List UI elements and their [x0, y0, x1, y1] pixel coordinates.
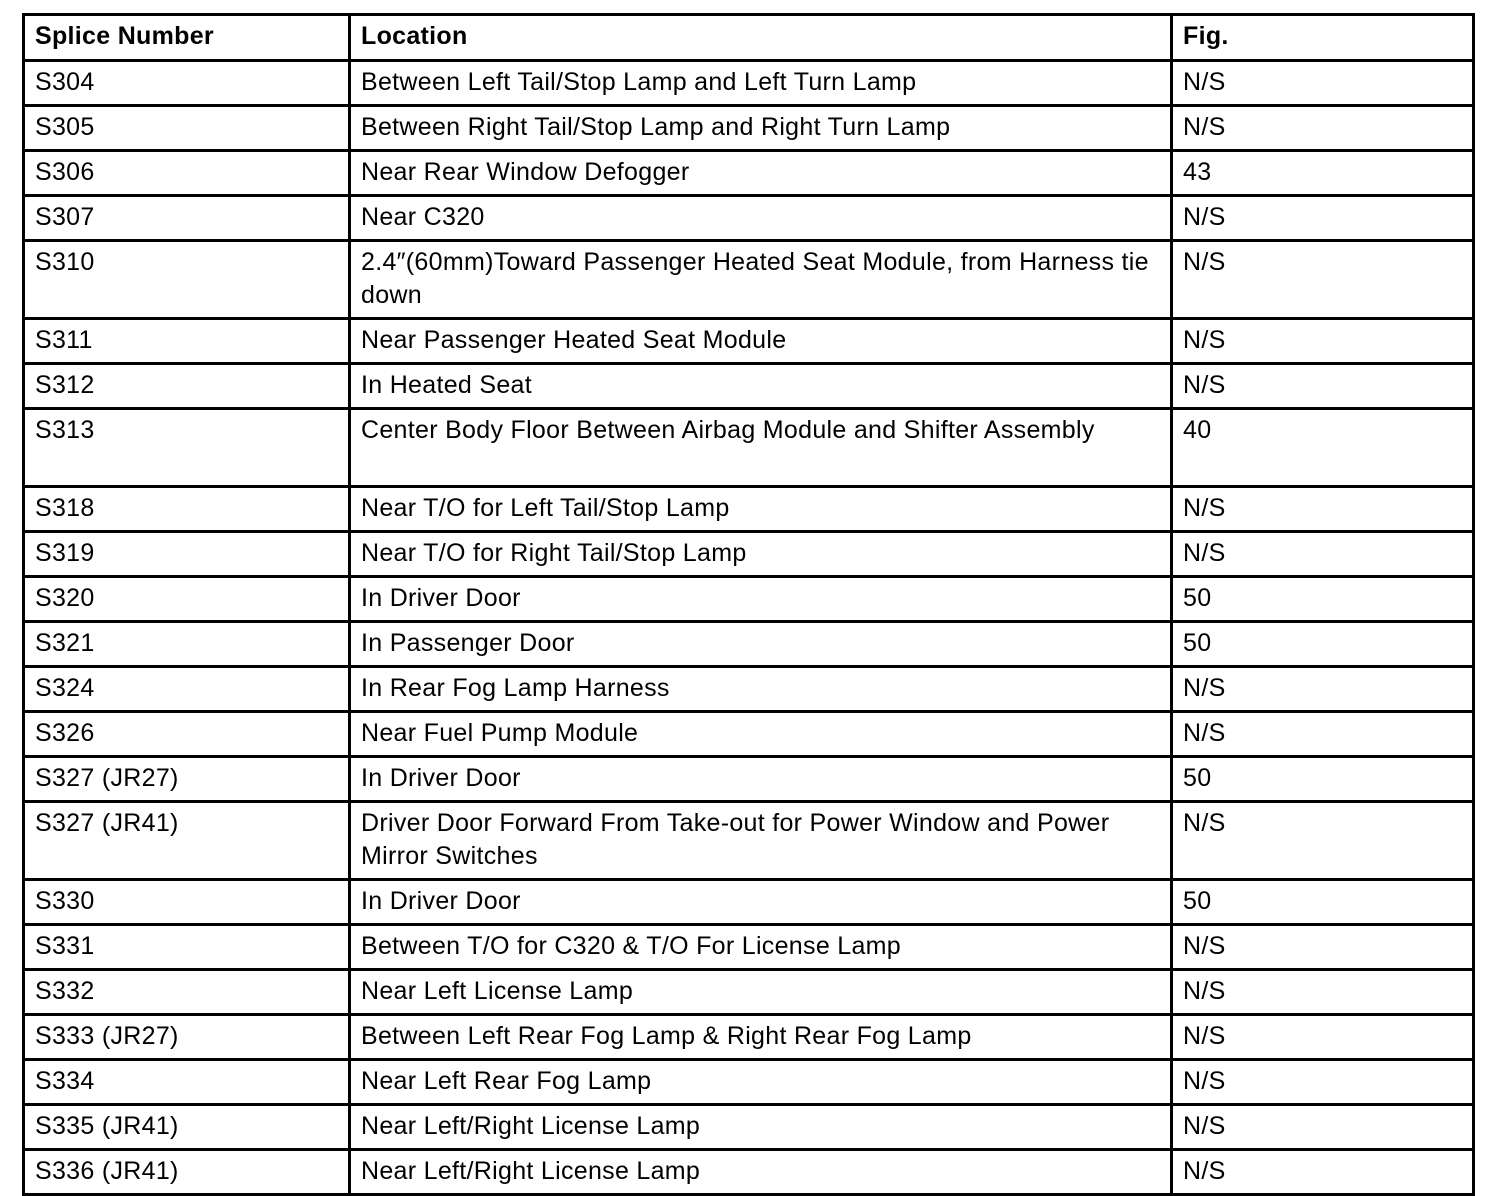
location-cell: Near Left/Right License Lamp [350, 1150, 1172, 1195]
fig-cell: N/S [1172, 1105, 1474, 1150]
location-cell: Near Fuel Pump Module [350, 712, 1172, 757]
splice-number-cell: S313 [24, 409, 350, 487]
location-cell: Between Left Rear Fog Lamp & Right Rear Fog Lamp [350, 1015, 1172, 1060]
location-cell: Near T/O for Right Tail/Stop Lamp [350, 532, 1172, 577]
location-cell: Near Left License Lamp [350, 970, 1172, 1015]
location-cell: Near Rear Window Defogger [350, 151, 1172, 196]
splice-number-cell: S336 (JR41) [24, 1150, 350, 1195]
table-row [24, 925, 1474, 970]
location-cell: Between Left Tail/Stop Lamp and Left Turn Lamp [350, 61, 1172, 106]
table-row [24, 577, 1474, 622]
splice-number-cell: S320 [24, 577, 350, 622]
fig-cell: N/S [1172, 667, 1474, 712]
location-cell: Between Right Tail/Stop Lamp and Right Turn Lamp [350, 106, 1172, 151]
header-location: Location [350, 15, 1172, 61]
splice-number-cell: S333 (JR27) [24, 1015, 350, 1060]
table-row [24, 241, 1474, 319]
fig-cell: 50 [1172, 757, 1474, 802]
table-row [24, 757, 1474, 802]
fig-cell: 50 [1172, 880, 1474, 925]
location-cell: 2.4″(60mm)Toward Passenger Heated Seat Module, from Harness tie down [350, 241, 1172, 319]
table-row [24, 532, 1474, 577]
splice-number-cell: S306 [24, 151, 350, 196]
fig-cell: N/S [1172, 1015, 1474, 1060]
fig-cell: 43 [1172, 151, 1474, 196]
location-cell: Driver Door Forward From Take-out for Power Window and Power Mirror Switches [350, 802, 1172, 880]
location-cell: Near Passenger Heated Seat Module [350, 319, 1172, 364]
table-row [24, 880, 1474, 925]
table-row [24, 319, 1474, 364]
location-cell: In Driver Door [350, 880, 1172, 925]
splice-number-cell: S312 [24, 364, 350, 409]
location-cell: In Driver Door [350, 757, 1172, 802]
location-cell: Between T/O for C320 & T/O For License Lamp [350, 925, 1172, 970]
table-row [24, 1150, 1474, 1195]
splice-number-cell: S331 [24, 925, 350, 970]
table-row [24, 970, 1474, 1015]
table-row [24, 622, 1474, 667]
table-row [24, 1105, 1474, 1150]
splice-location-table [22, 13, 1475, 1196]
location-cell: Center Body Floor Between Airbag Module and Shifter Assembly [350, 409, 1172, 487]
header-fig: Fig. [1172, 15, 1474, 61]
location-cell: Near C320 [350, 196, 1172, 241]
splice-number-cell: S327 (JR27) [24, 757, 350, 802]
table-row [24, 364, 1474, 409]
fig-cell: N/S [1172, 487, 1474, 532]
table-row [24, 487, 1474, 532]
fig-cell: N/S [1172, 364, 1474, 409]
fig-cell: N/S [1172, 712, 1474, 757]
table-row [24, 712, 1474, 757]
splice-number-cell: S335 (JR41) [24, 1105, 350, 1150]
splice-number-cell: S319 [24, 532, 350, 577]
splice-number-cell: S324 [24, 667, 350, 712]
fig-cell: N/S [1172, 802, 1474, 880]
table-header-row [24, 15, 1474, 61]
fig-cell: N/S [1172, 970, 1474, 1015]
splice-number-cell: S334 [24, 1060, 350, 1105]
table-row [24, 1060, 1474, 1105]
fig-cell: N/S [1172, 532, 1474, 577]
table-row [24, 1015, 1474, 1060]
fig-cell: N/S [1172, 61, 1474, 106]
splice-number-cell: S327 (JR41) [24, 802, 350, 880]
location-cell: Near Left Rear Fog Lamp [350, 1060, 1172, 1105]
location-cell: In Passenger Door [350, 622, 1172, 667]
header-splice-number: Splice Number [24, 15, 350, 61]
fig-cell: N/S [1172, 1060, 1474, 1105]
fig-cell: N/S [1172, 196, 1474, 241]
fig-cell: N/S [1172, 106, 1474, 151]
table-row [24, 106, 1474, 151]
table-row [24, 667, 1474, 712]
location-cell: Near Left/Right License Lamp [350, 1105, 1172, 1150]
fig-cell: 50 [1172, 622, 1474, 667]
fig-cell: N/S [1172, 925, 1474, 970]
splice-number-cell: S318 [24, 487, 350, 532]
fig-cell: 50 [1172, 577, 1474, 622]
location-cell: In Rear Fog Lamp Harness [350, 667, 1172, 712]
splice-number-cell: S326 [24, 712, 350, 757]
table-row [24, 196, 1474, 241]
fig-cell: N/S [1172, 319, 1474, 364]
splice-number-cell: S305 [24, 106, 350, 151]
splice-number-cell: S330 [24, 880, 350, 925]
table-row [24, 61, 1474, 106]
location-cell: In Heated Seat [350, 364, 1172, 409]
fig-cell: N/S [1172, 1150, 1474, 1195]
fig-cell: N/S [1172, 241, 1474, 319]
location-cell: In Driver Door [350, 577, 1172, 622]
splice-number-cell: S311 [24, 319, 350, 364]
splice-number-cell: S310 [24, 241, 350, 319]
splice-number-cell: S307 [24, 196, 350, 241]
table-row [24, 802, 1474, 880]
splice-number-cell: S332 [24, 970, 350, 1015]
splice-number-cell: S321 [24, 622, 350, 667]
fig-cell: 40 [1172, 409, 1474, 487]
splice-number-cell: S304 [24, 61, 350, 106]
table-row [24, 151, 1474, 196]
location-cell: Near T/O for Left Tail/Stop Lamp [350, 487, 1172, 532]
table-row [24, 409, 1474, 487]
